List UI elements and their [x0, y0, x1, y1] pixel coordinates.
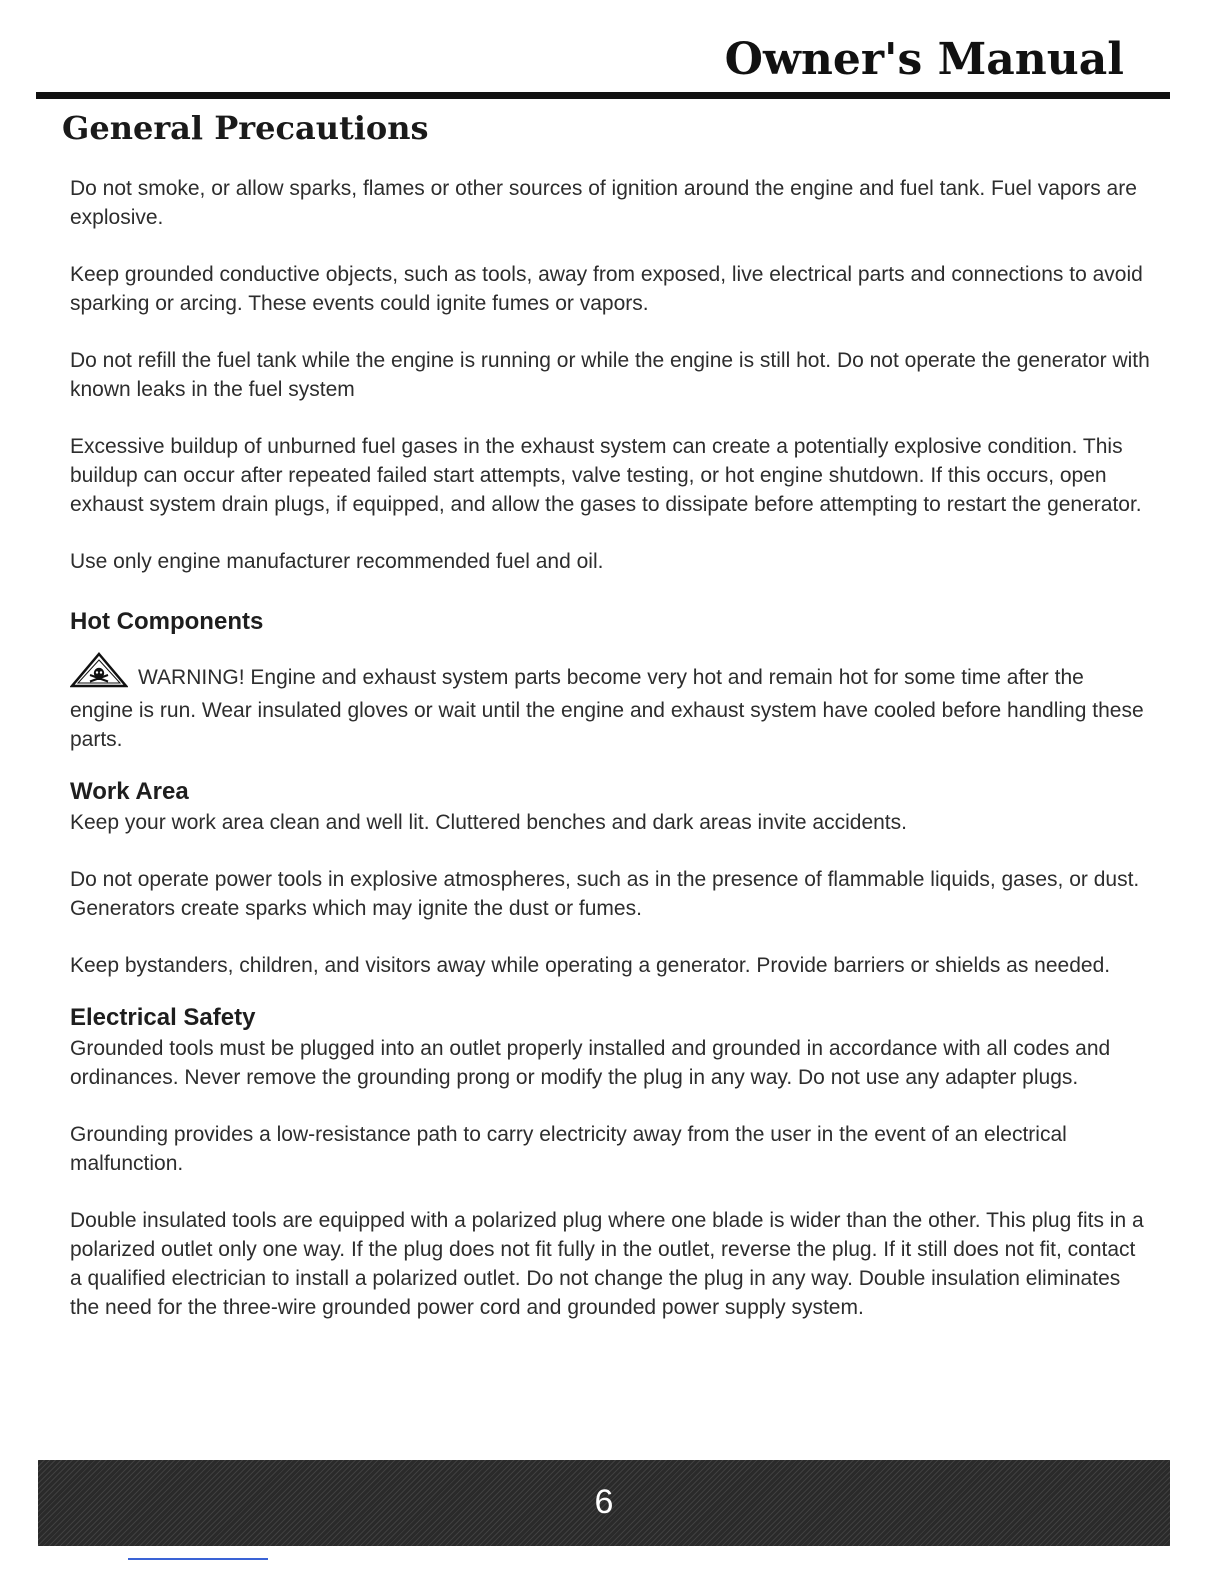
page-content [70, 174, 1150, 1322]
precaution-paragraph: Do not smoke, or allow sparks, flames or other sources of ignition around the engine and fuel tank. Fuel vapors are explosive. [70, 177, 1137, 229]
precaution-paragraph: Use only engine manufacturer recommended fuel and oil. [70, 550, 604, 573]
warning-text: WARNING! Engine and exhaust system parts become very hot and remain hot for some time after the engine is run. Wear insulated gloves or wait until the engine and exhaust system have cooled before handling these parts. [70, 666, 1144, 751]
work-area-heading: Work Area [70, 778, 189, 805]
precaution-paragraph: Keep grounded conductive objects, such as tools, away from exposed, live electrical parts and connections to avoid sparking or arcing. These events could ignite fumes or vapors. [70, 263, 1143, 315]
section-title: General Precautions [62, 109, 429, 147]
electrical-safety-paragraph: Grounding provides a low-resistance path to carry electricity away from the user in the event of an electrical malfunction. [70, 1123, 1067, 1175]
hot-components-warning [70, 652, 1150, 754]
blue-underline [128, 1558, 268, 1560]
skull-warning-icon [70, 652, 128, 696]
work-area-paragraph: Keep bystanders, children, and visitors away while operating a generator. Provide barriers or shields as needed. [70, 954, 1111, 977]
hot-components-heading: Hot Components [70, 608, 264, 635]
page-number: 6 [594, 1483, 614, 1521]
electrical-safety-paragraph: Double insulated tools are equipped with a polarized plug where one blade is wider than the other. This plug fits in a polarized outlet only one way. If the plug does not fit fully in the outlet, reverse the plug. If it still does not fit, contact a qualified electrician to install a polarized outlet. Do not change the plug in any way. Double insulation eliminates the need for the three-wire grounded power cord and grounded power supply system. [70, 1209, 1144, 1319]
header-rule [36, 92, 1170, 99]
work-area-paragraph: Keep your work area clean and well lit. Cluttered benches and dark areas invite accidents. [70, 811, 907, 834]
precaution-paragraph: Excessive buildup of unburned fuel gases in the exhaust system can create a potentially explosive condition. This buildup can occur after repeated failed start attempts, valve testing, or hot engine shutdown. If this occurs, open exhaust system drain plugs, if equipped, and allow the gases to dissipate before attempting to restart the generator. [70, 435, 1142, 516]
work-area-paragraph: Do not operate power tools in explosive atmospheres, such as in the presence of flammable liquids, gases, or dust. Generators create sparks which may ignite the dust or fumes. [70, 868, 1140, 920]
manual-title: Owner's Manual [724, 34, 1124, 85]
electrical-safety-paragraph: Grounded tools must be plugged into an outlet properly installed and grounded in accordance with all codes and ordinances. Never remove the grounding prong or modify the plug in any way. Do not use any adapter plugs. [70, 1037, 1111, 1089]
footer-bar [38, 1460, 1170, 1546]
electrical-safety-heading: Electrical Safety [70, 1004, 256, 1031]
precaution-paragraph: Do not refill the fuel tank while the engine is running or while the engine is still hot. Do not operate the generator with known leaks in the fuel system [70, 349, 1150, 401]
